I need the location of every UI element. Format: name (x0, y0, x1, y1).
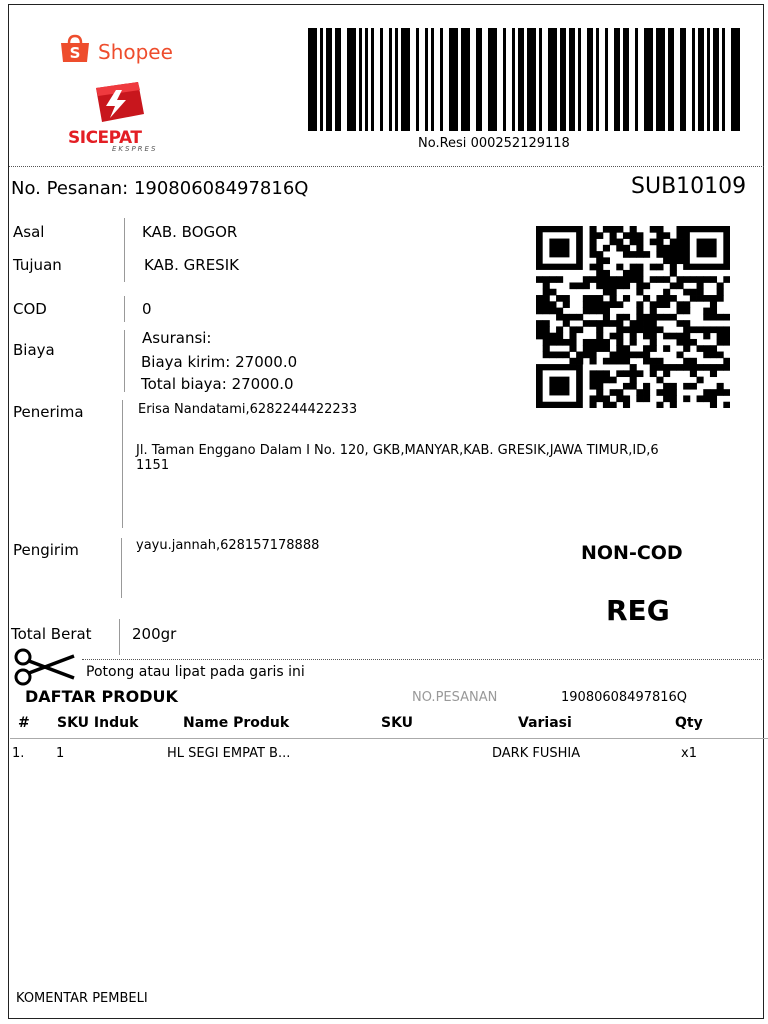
pengirim-value: yayu.jannah,628157178888 (136, 538, 320, 553)
berat-value: 200gr (132, 625, 177, 643)
separator (124, 330, 125, 392)
resi-number: 000252129118 (470, 136, 570, 151)
service-type: REG (606, 594, 670, 627)
pengirim-label: Pengirim (13, 541, 79, 559)
qr-code (536, 226, 730, 408)
table-header-rule (10, 738, 768, 739)
sort-code: SUB10109 (631, 174, 747, 199)
shopee-logo (58, 34, 92, 68)
order-number: 19080608497816Q (133, 178, 309, 199)
biaya-label: Biaya (13, 341, 55, 359)
shopee-wordmark: Shopee (98, 40, 173, 64)
asal-value: KAB. BOGOR (142, 223, 238, 241)
order-line (11, 178, 308, 199)
row-name: HL SEGI EMPAT B... (167, 746, 291, 761)
cod-value: 0 (142, 300, 152, 318)
col-header-sku-induk: SKU Induk (57, 715, 139, 731)
row-no: 1. (12, 746, 25, 761)
shopee-bag-icon (58, 34, 92, 64)
col-header-qty: Qty (675, 715, 703, 731)
separator (122, 400, 123, 528)
order-label: No. Pesanan: (11, 178, 129, 199)
separator (124, 218, 125, 282)
tujuan-label: Tujuan (13, 256, 62, 274)
berat-label: Total Berat (11, 625, 92, 643)
row-variasi: DARK FUSHIA (492, 746, 581, 761)
cut-line (82, 659, 764, 660)
products-order-label: NO.PESANAN (412, 690, 498, 705)
resi-line (418, 136, 570, 151)
address-line: Jl. Taman Enggano Dalam I No. 120, GKB,MANYAR,KAB. GRESIK,JAWA TIMUR,ID,6 (136, 443, 659, 458)
tujuan-value: KAB. GRESIK (144, 256, 239, 274)
separator (121, 538, 122, 598)
separator (124, 296, 125, 322)
asuransi-line: Asuransi: (142, 329, 212, 347)
row-qty: x1 (681, 746, 697, 761)
payment-type: NON-COD (581, 542, 683, 564)
penerima-address (136, 443, 659, 473)
col-header-variasi: Variasi (518, 715, 572, 731)
separator (119, 619, 120, 655)
penerima-name: Erisa Nandatami,6282244422233 (138, 402, 358, 417)
resi-label: No.Resi (418, 136, 467, 151)
sicepat-bolt-icon (84, 80, 146, 128)
products-order-number: 19080608497816Q (561, 690, 688, 705)
col-header-no: # (18, 715, 30, 731)
col-header-name: Name Produk (183, 715, 290, 731)
address-line: 1151 (136, 458, 170, 473)
sicepat-logo (84, 80, 146, 132)
cut-instruction: Potong atau lipat pada garis ini (86, 664, 305, 680)
svg-text:S: S (69, 44, 81, 62)
cod-label: COD (13, 300, 47, 318)
penerima-label: Penerima (13, 403, 84, 421)
col-header-sku: SKU (381, 715, 414, 731)
products-title: DAFTAR PRODUK (25, 687, 178, 706)
biaya-kirim-line: Biaya kirim: 27000.0 (141, 353, 298, 371)
divider (9, 166, 764, 167)
sicepat-sub: EKSPRES (112, 145, 158, 153)
sicepat-wordmark: SICEPAT (68, 128, 142, 148)
barcode (308, 28, 740, 131)
total-biaya-line: Total biaya: 27000.0 (141, 375, 294, 393)
asal-label: Asal (13, 223, 45, 241)
row-sku-induk: 1 (56, 746, 65, 761)
scissors-icon (12, 648, 76, 690)
komentar-label: KOMENTAR PEMBELI (16, 991, 148, 1006)
